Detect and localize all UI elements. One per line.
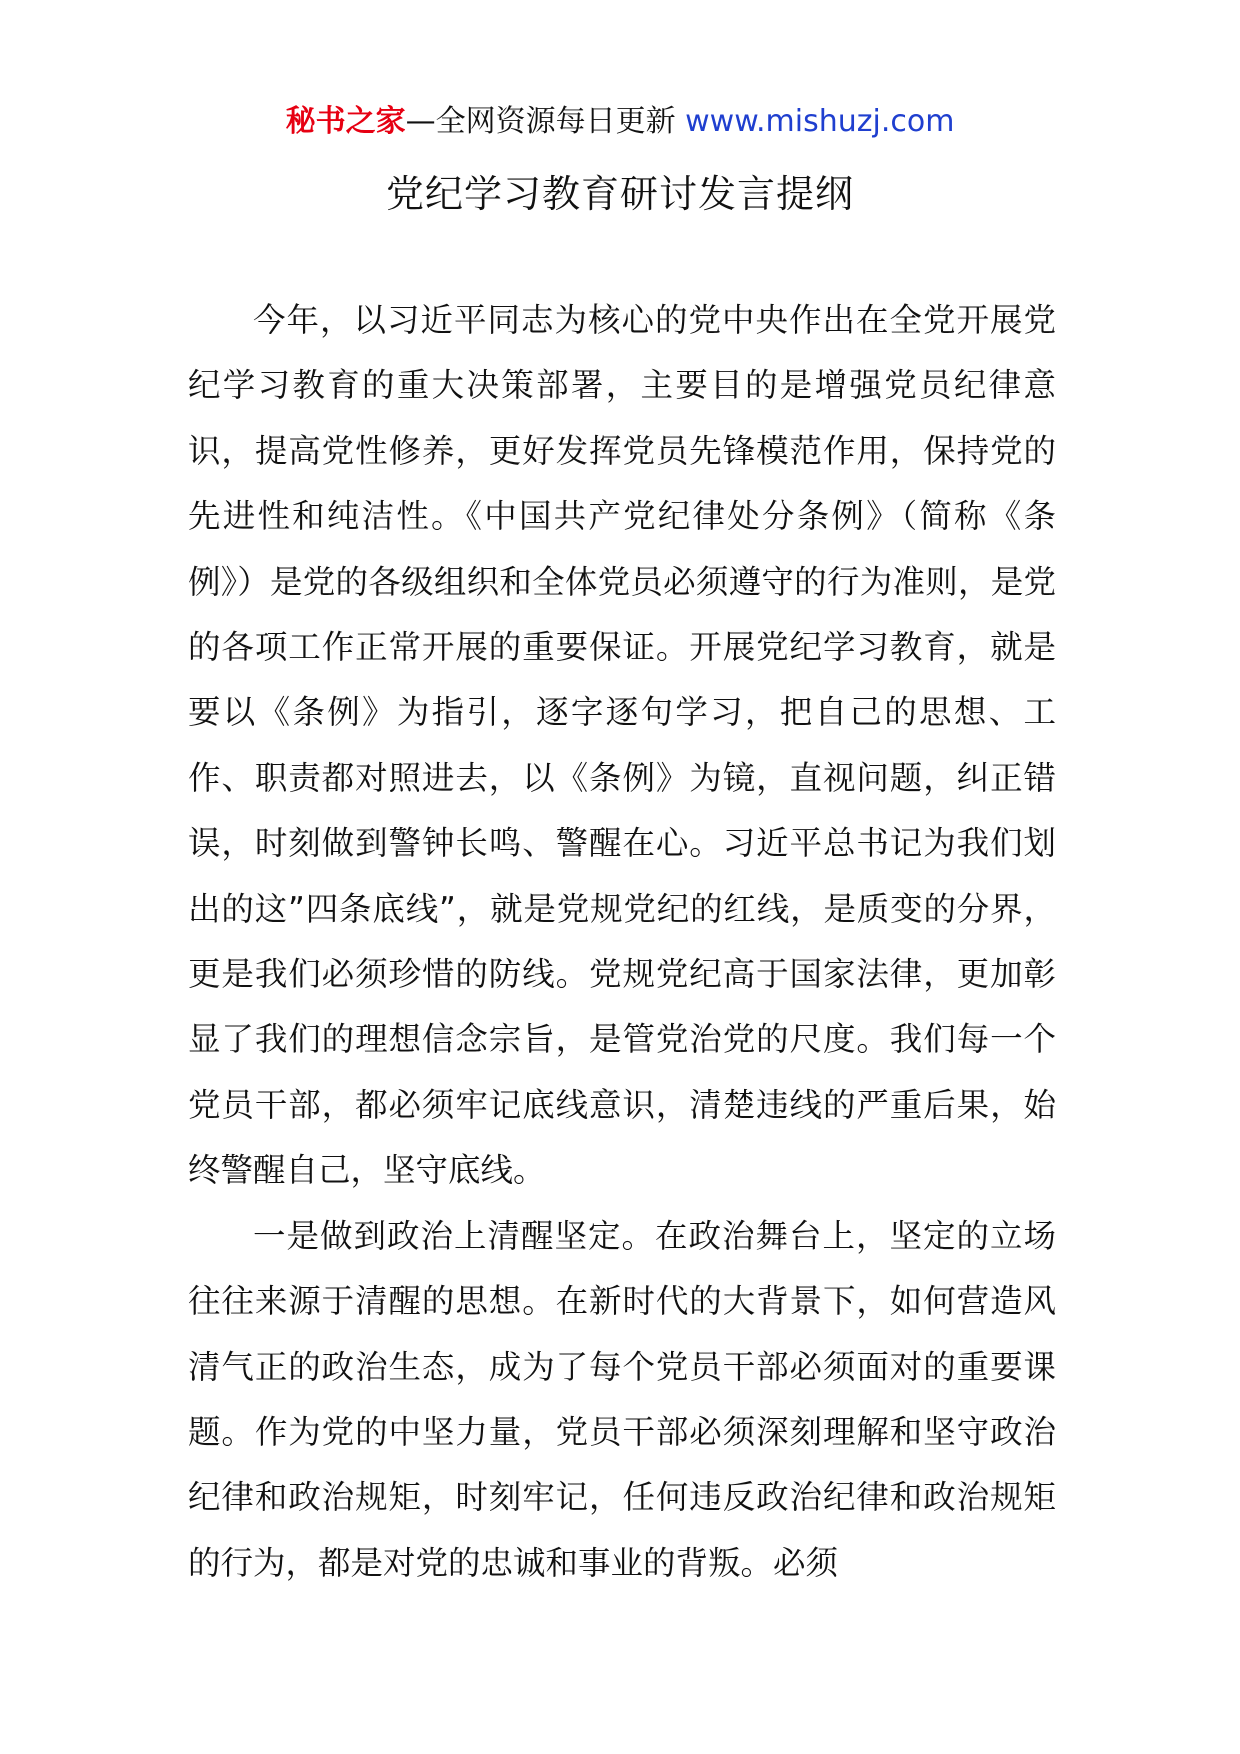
paragraph-1: 今年，以习近平同志为核心的党中央作出在全党开展党纪学习教育的重大决策部署，主要目的是增强党员纪律意识，提高党性修养，更好发挥党员先锋模范作用，保持党的先进性和纯洁性。《中国共产党纪律处分条例》（简称《条例》）是党的各级组织和全体党员必须遵守的行为准则，是党的各项工作正常开展的重要保证。开展党纪学习教育，就是要以《条例》为指引，逐字逐句学习，把自己的思想、工作、职责都对照进去，以《条例》为镜，直视问题，纠正错误，时刻做到警钟长鸣、警醒在心。习近平总书记为我们划出的这”四条底线”，就是党规党纪的红线，是质变的分界，更是我们必须珍惜的防线。党规党纪高于国家法律，更加彰显了我们的理想信念宗旨，是管党治党的尺度。我们每一个党员干部，都必须牢记底线意识，清楚违线的严重后果，始终警醒自己，坚守底线。 <box>188 301 1056 1190</box>
site-header <box>0 100 1240 144</box>
site-url-link[interactable]: www.mishuzj.com <box>685 104 955 139</box>
brand-name: 秘书之家 <box>285 104 406 139</box>
document-body <box>188 288 1056 1596</box>
paragraph-2: 一是做到政治上清醒坚定。在政治舞台上，坚定的立场往往来源于清醒的思想。在新时代的大背景下，如何营造风清气正的政治生态，成为了每个党员干部必须面对的重要课题。作为党的中坚力量，党员干部必须深刻理解和坚守政治纪律和政治规矩，时刻牢记，任何违反政治纪律和政治规矩的行为，都是对党的忠诚和事业的背叛。必须 <box>188 1216 1056 1582</box>
header-tagline: —全网资源每日更新 <box>405 104 686 139</box>
document-title: 党纪学习教育研讨发言提纲 <box>385 172 854 216</box>
